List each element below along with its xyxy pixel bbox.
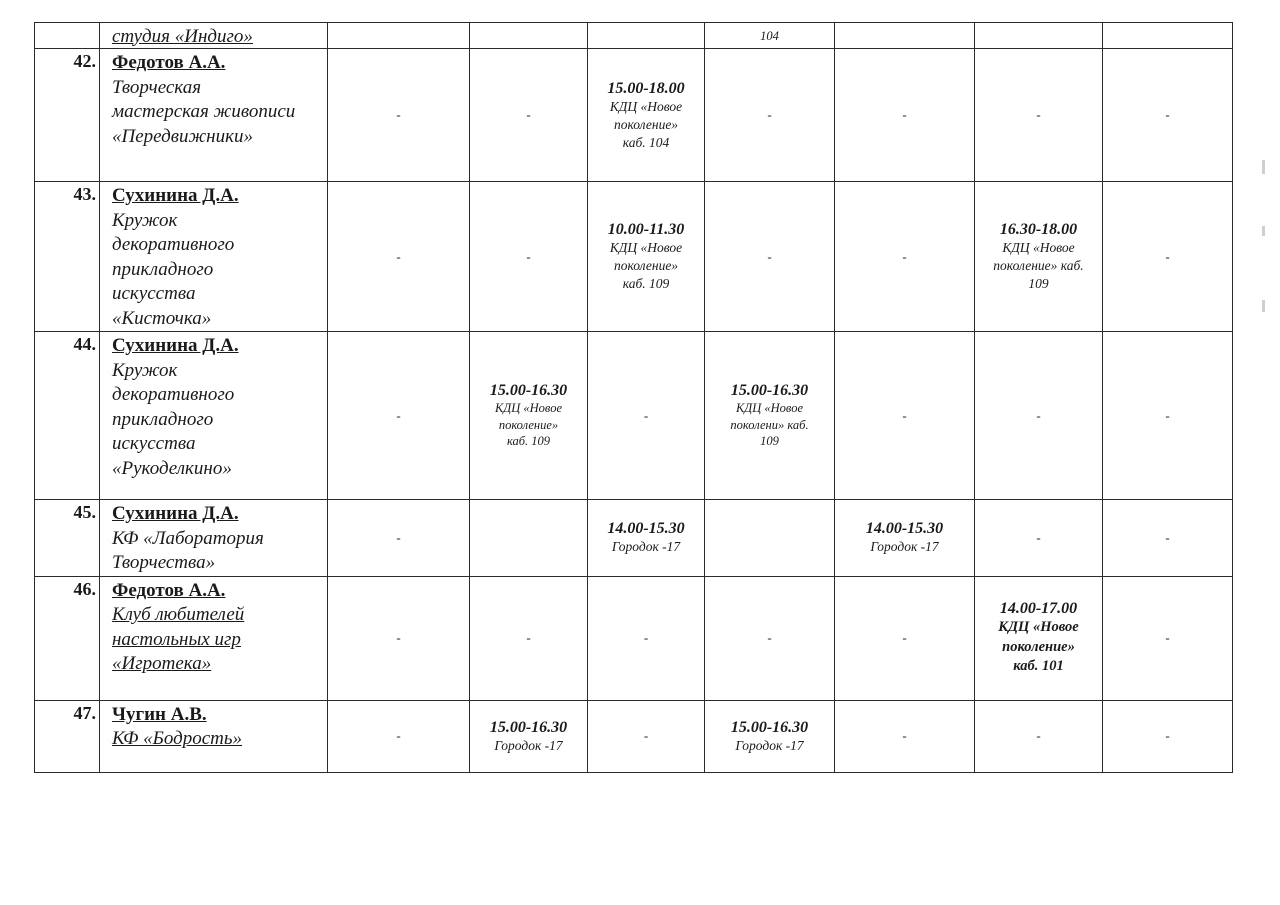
circle-name-line: Творчества» [112,552,216,573]
schedule-cell [975,576,1103,700]
schedule-cell [588,182,705,332]
schedule-cell [470,49,588,182]
table-row [35,500,1233,577]
circle-name-line: КФ «Бодрость» [112,728,242,749]
session-place-line: Городок -17 [611,539,681,555]
schedule-cell [1103,332,1233,500]
empty-dash: - [1036,529,1041,545]
schedule-cell [588,576,705,700]
empty-dash: - [643,728,649,743]
schedule-cell [470,332,588,500]
empty-dash: - [1165,529,1170,545]
schedule-cell [328,49,470,182]
table-row [35,700,1233,772]
schedule-cell [835,500,975,577]
table-row [35,332,1233,500]
empty-dash: - [767,248,772,264]
circle-name-line: «Игротека» [112,653,212,674]
schedule-cell [975,700,1103,772]
table-row [35,49,1233,182]
table-row [35,23,1233,49]
table-row [35,182,1233,332]
empty-dash: - [767,107,772,122]
schedule-cell [328,332,470,500]
circle-name-line: «Передвижники» [112,125,253,147]
schedule-cell [1103,500,1233,577]
session-time: 14.00-15.30 [865,520,944,538]
empty-dash: - [902,248,907,264]
circle-cell [100,700,328,772]
schedule-cell [588,700,705,772]
schedule-cell [470,500,588,577]
session-place-line: поколение» каб. [993,258,1084,273]
circle-name-line: настольных игр [112,628,241,650]
schedule-cell [1103,23,1233,49]
session-place-line: 109 [1028,276,1049,291]
empty-dash: - [1036,107,1041,122]
room-number: 104 [760,28,779,43]
schedule-cell [975,500,1103,577]
empty-dash: - [396,630,401,645]
schedule-cell [328,500,470,577]
empty-dash: - [902,728,907,743]
schedule-cell [705,576,835,700]
circle-name-line: Клуб любителей [112,604,245,625]
schedule-cell [975,182,1103,332]
schedule-cell [328,576,470,700]
schedule-cell [328,700,470,772]
schedule-cell [1103,576,1233,700]
schedule-cell [328,182,470,332]
session-place-line: каб. 109 [506,434,551,449]
teacher-name: Сухинина Д.А. [112,335,239,356]
row-number: 43. [35,182,100,332]
session-place-line: поколение» [1002,638,1075,655]
schedule-cell [1103,49,1233,182]
circle-name-line: прикладного [112,258,214,280]
scan-artifact [1262,226,1265,236]
circle-name-line: мастерская живописи [112,101,296,122]
circle-cell [100,332,328,500]
session-time: 15.00-16.30 [489,718,568,736]
teacher-name: Чугин А.В. [112,703,207,725]
schedule-cell [835,332,975,500]
circle-cell [100,576,328,700]
row-number: 42. [35,49,100,182]
session-place-line: КДЦ «Новое [998,619,1079,636]
empty-dash: - [396,107,401,122]
schedule-cell [975,23,1103,49]
session-place-line: каб. 109 [622,276,670,291]
empty-dash: - [1036,407,1041,423]
row-number: 47. [35,700,100,772]
session-place-line: КДЦ «Новое [736,401,803,416]
circle-cell [100,500,328,577]
empty-dash: - [1165,248,1170,264]
schedule-cell [588,49,705,182]
schedule-cell [705,23,835,49]
schedule-cell [835,49,975,182]
schedule-cell [835,23,975,49]
circle-name-line: «Рукоделкино» [112,457,232,479]
schedule-cell [588,500,705,577]
empty-dash: - [902,630,907,645]
empty-dash: - [1036,728,1041,743]
empty-dash: - [526,107,531,122]
circle-cell [100,182,328,332]
session-place-line: Городок -17 [494,737,563,753]
teacher-name: Федотов А.А. [112,52,226,73]
session-place-line: КДЦ «Новое [495,401,562,416]
schedule-cell [705,700,835,772]
empty-dash: - [396,529,401,545]
circle-name-line: Кружок [112,209,178,231]
session-place-line: каб. 104 [622,134,670,150]
session-place-line: поколение» [613,258,679,273]
empty-dash: - [902,407,907,423]
schedule-cell [470,576,588,700]
schedule-cell [470,182,588,332]
circle-name-line: искусства [112,283,196,304]
empty-dash: - [643,407,649,423]
empty-dash: - [1165,407,1170,423]
circle-name-line: Кружок [112,359,178,381]
session-time: 15.00-18.00 [607,79,685,97]
session-time: 14.00-17.00 [999,600,1078,618]
circle-name-line: декоративного [112,384,235,405]
circle-cell [100,49,328,182]
empty-dash: - [396,248,401,264]
row-number [35,23,100,49]
schedule-cell [470,700,588,772]
schedule-cell [1103,182,1233,332]
session-time: 15.00-16.30 [730,382,809,400]
schedule-cell [835,700,975,772]
scan-artifact [1262,300,1265,312]
row-number: 45. [35,500,100,577]
scan-artifact [1262,160,1265,174]
circle-name-line: КФ «Лаборатория [112,527,264,549]
circle-name-line: искусства [112,433,196,454]
empty-dash: - [1165,107,1170,122]
empty-dash: - [902,107,907,122]
teacher-name: Сухинина Д.А. [112,185,239,206]
schedule-cell [588,332,705,500]
empty-dash: - [396,728,401,743]
session-time: 14.00-15.30 [607,520,685,538]
session-time: 10.00-11.30 [607,221,685,238]
schedule-cell [975,332,1103,500]
schedule-cell [705,500,835,577]
session-place-line: КДЦ «Новое [609,98,683,114]
session-place-line: поколение» [613,116,679,132]
teacher-name: Сухинина Д.А. [112,503,239,524]
empty-dash: - [526,630,531,645]
session-time: 15.00-16.30 [489,382,568,400]
circle-name-line: декоративного [112,234,235,255]
empty-dash: - [1165,728,1170,743]
schedule-cell [705,332,835,500]
schedule-cell [705,49,835,182]
circle-name-line: «Кисточка» [112,307,212,329]
empty-dash: - [767,630,772,645]
session-time: 16.30-18.00 [999,221,1078,238]
schedule-cell [705,182,835,332]
session-place-line: поколение» [498,417,559,432]
session-place-line: КДЦ «Новое [609,240,683,255]
row-number: 44. [35,332,100,500]
session-time: 15.00-16.30 [730,718,809,736]
schedule-cell [1103,700,1233,772]
schedule-table [34,22,1233,773]
empty-dash: - [1165,630,1170,645]
schedule-cell [470,23,588,49]
row-number: 46. [35,576,100,700]
session-place-line: Городок -17 [735,737,804,753]
session-place-line: КДЦ «Новое [1002,240,1075,255]
session-place-line: 109 [760,434,779,449]
schedule-body [35,23,1233,773]
circle-name-line: Творческая [112,76,202,98]
empty-dash: - [526,248,531,264]
schedule-cell [975,49,1103,182]
schedule-cell [835,182,975,332]
session-place-line: каб. 101 [1013,658,1064,675]
empty-dash: - [643,630,649,645]
circle-cell [100,23,328,49]
session-place-line: поколени» каб. [730,417,809,432]
session-place-line: Городок -17 [870,539,939,555]
empty-dash: - [396,407,401,423]
circle-name-line: студия «Индиго» [112,25,253,47]
circle-name-line: прикладного [112,408,214,430]
schedule-cell [835,576,975,700]
table-row [35,576,1233,700]
teacher-name: Федотов А.А. [112,579,226,601]
schedule-cell [588,23,705,49]
schedule-cell [328,23,470,49]
